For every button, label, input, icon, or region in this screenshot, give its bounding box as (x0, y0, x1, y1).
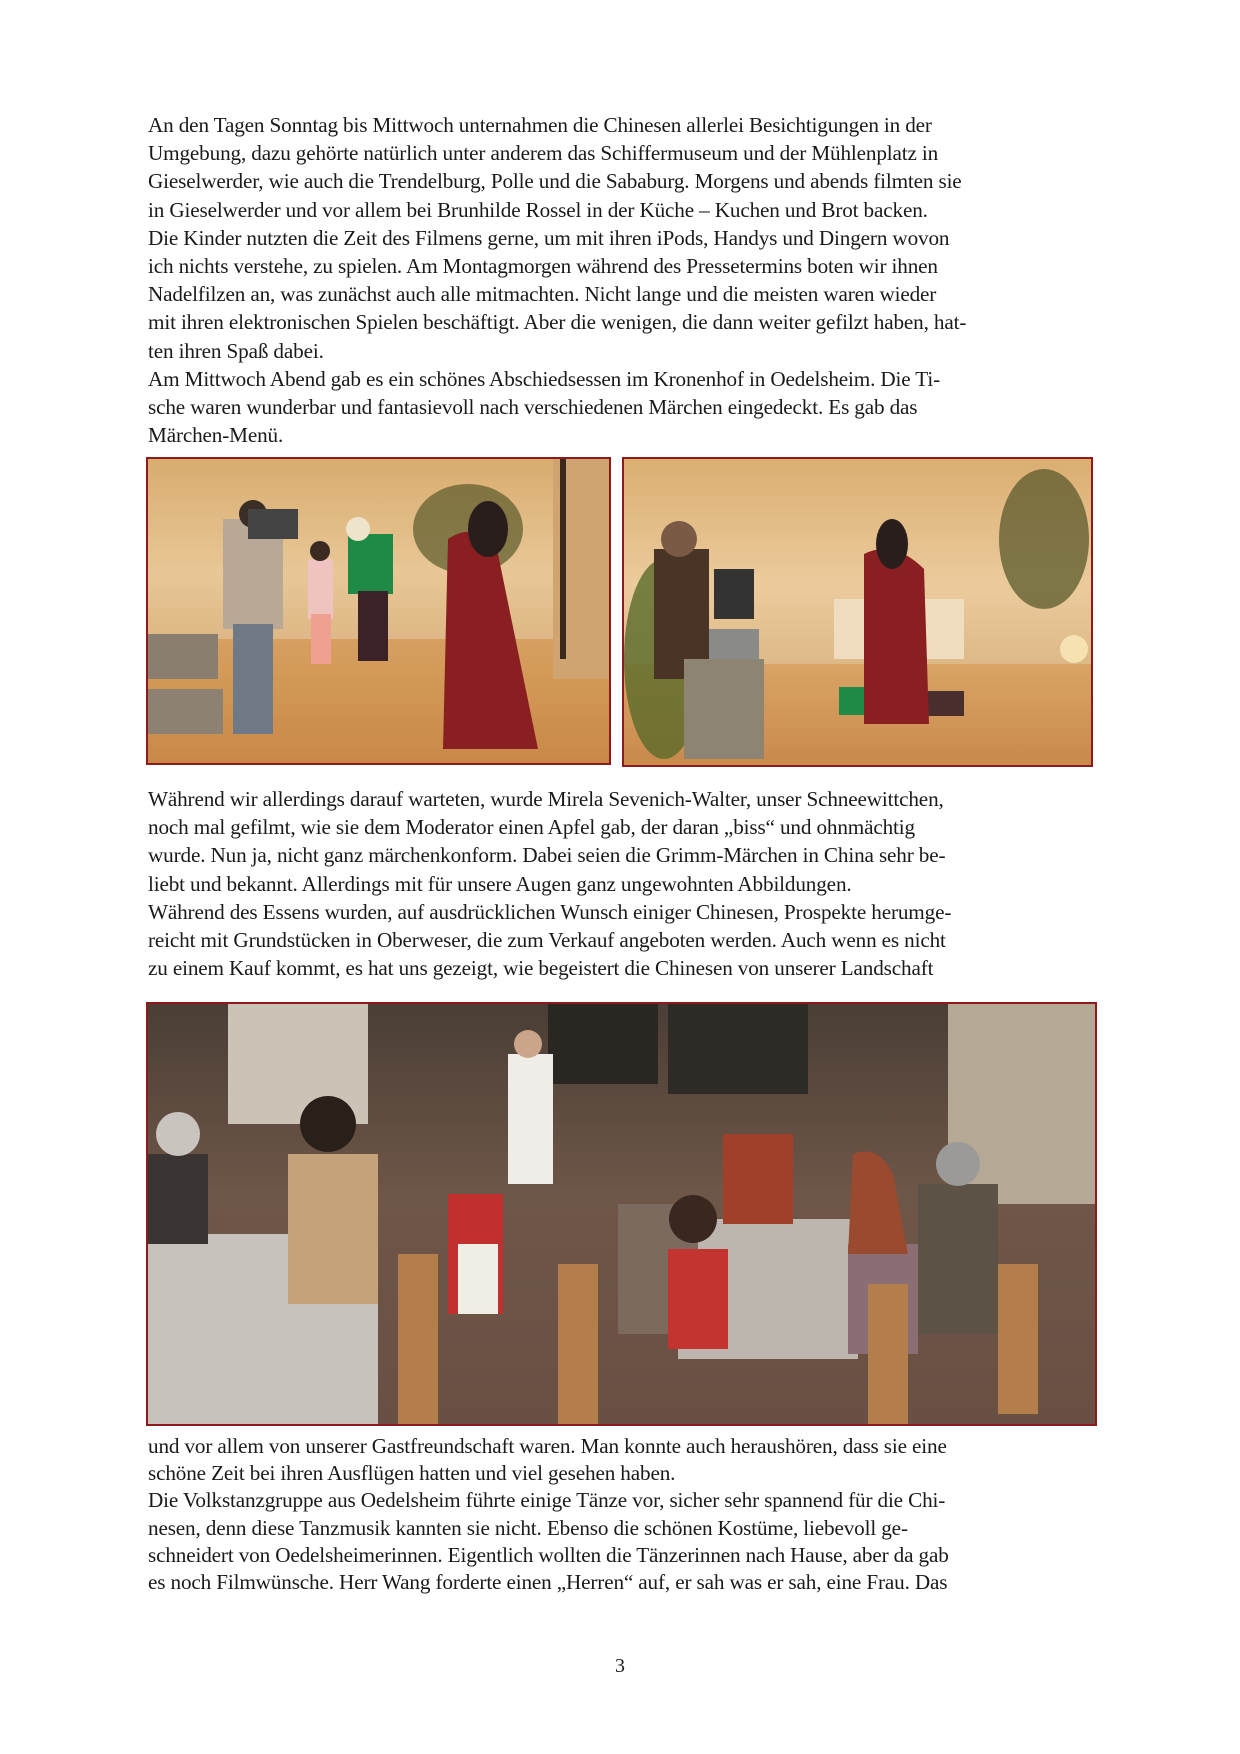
text-line: nesen, denn diese Tanzmusik kannten sie nicht. Ebenso die schönen Kostüme, liebevoll ge- (148, 1515, 908, 1540)
paragraph-sightseeing (148, 111, 1098, 449)
text-line: Während des Essens wurden, auf ausdrücklichen Wunsch einiger Chinesen, Prospekte herumge- (148, 899, 952, 924)
text-line: Am Mittwoch Abend gab es ein schönes Abschiedsessen im Kronenhof in Oedelsheim. Die Ti- (148, 366, 940, 391)
text-line: Märchen-Menü. (148, 423, 284, 448)
text-line: Umgebung, dazu gehörte natürlich unter anderem das Schiffermuseum und der Mühlenplatz in (148, 141, 939, 166)
text-line: schöne Zeit bei ihren Ausflügen hatten und viel gesehen haben. (148, 1461, 676, 1486)
text-line: und vor allem von unserer Gastfreundschaft waren. Man konnte auch heraushören, dass sie eine (148, 1434, 947, 1458)
text-line: ten ihren Spaß dabei. (148, 338, 324, 363)
photo-dinner-restaurant-image (148, 1004, 1095, 1424)
text-line: An den Tagen Sonntag bis Mittwoch unternahmen die Chinesen allerlei Besichtigungen in der (148, 113, 932, 137)
text-line: reicht mit Grundstücken in Oberweser, die zum Verkauf angeboten werden. Auch wenn es nicht (148, 927, 946, 952)
text-line: noch mal gefilmt, wie sie dem Moderator einen Apfel gab, der daran „biss“ und ohnmächtig (148, 815, 915, 840)
photo-dinner-restaurant (146, 1002, 1097, 1426)
photo-apple-scene (622, 457, 1093, 767)
text-line: Gieselwerder, wie auch die Trendelburg, Polle und die Sababurg. Morgens und abends filmten sie (148, 169, 962, 194)
text-line: mit ihren elektronischen Spielen beschäftigt. Aber die wenigen, die dann weiter gefilzt haben, hat- (148, 310, 967, 335)
text-line: zu einem Kauf kommt, es hat uns gezeigt, wie begeistert die Chinesen von unserer Landschaft (148, 956, 934, 981)
text-line: liebt und bekannt. Allerdings mit für unsere Augen ganz ungewohnten Abbildungen. (148, 871, 852, 896)
text-line: Nadelfilzen an, was zunächst auch alle mitmachten. Nicht lange und die meisten waren wieder (148, 282, 937, 307)
photo-filming-scene (146, 457, 611, 765)
page-number: 3 (615, 1655, 625, 1677)
text-line: wurde. Nun ja, nicht ganz märchenkonform. Dabei seien die Grimm-Märchen in China sehr be- (148, 843, 946, 868)
photo-filming-scene-image (148, 459, 609, 763)
paragraph-dinner (148, 785, 1098, 982)
text-line: ich nichts verstehe, zu spielen. Am Montagmorgen während des Pressetermins boten wir ihnen (148, 253, 938, 278)
paragraph-folk-dance (148, 1433, 1098, 1596)
text-line: sche waren wunderbar und fantasievoll nach verschiedenen Märchen eingedeckt. Es gab das (148, 394, 918, 419)
photo-apple-scene-image (624, 459, 1091, 765)
text-line: Die Kinder nutzten die Zeit des Filmens gerne, um mit ihren iPods, Handys und Dingern wovon (148, 225, 950, 250)
text-line: Die Volkstanzgruppe aus Oedelsheim führte einige Tänze vor, sicher sehr spannend für die Chi- (148, 1488, 946, 1513)
text-line: es noch Filmwünsche. Herr Wang forderte einen „Herren“ auf, er sah was er sah, eine Frau. Das (148, 1569, 948, 1594)
text-line: schneidert von Oedelsheimerinnen. Eigentlich wollten die Tänzerinnen nach Hause, aber da gab (148, 1542, 949, 1567)
text-line: in Gieselwerder und vor allem bei Brunhilde Rossel in der Küche – Kuchen und Brot backen. (148, 197, 928, 222)
text-line: Während wir allerdings darauf warteten, wurde Mirela Sevenich-Walter, unser Schneewittchen, (148, 787, 944, 811)
